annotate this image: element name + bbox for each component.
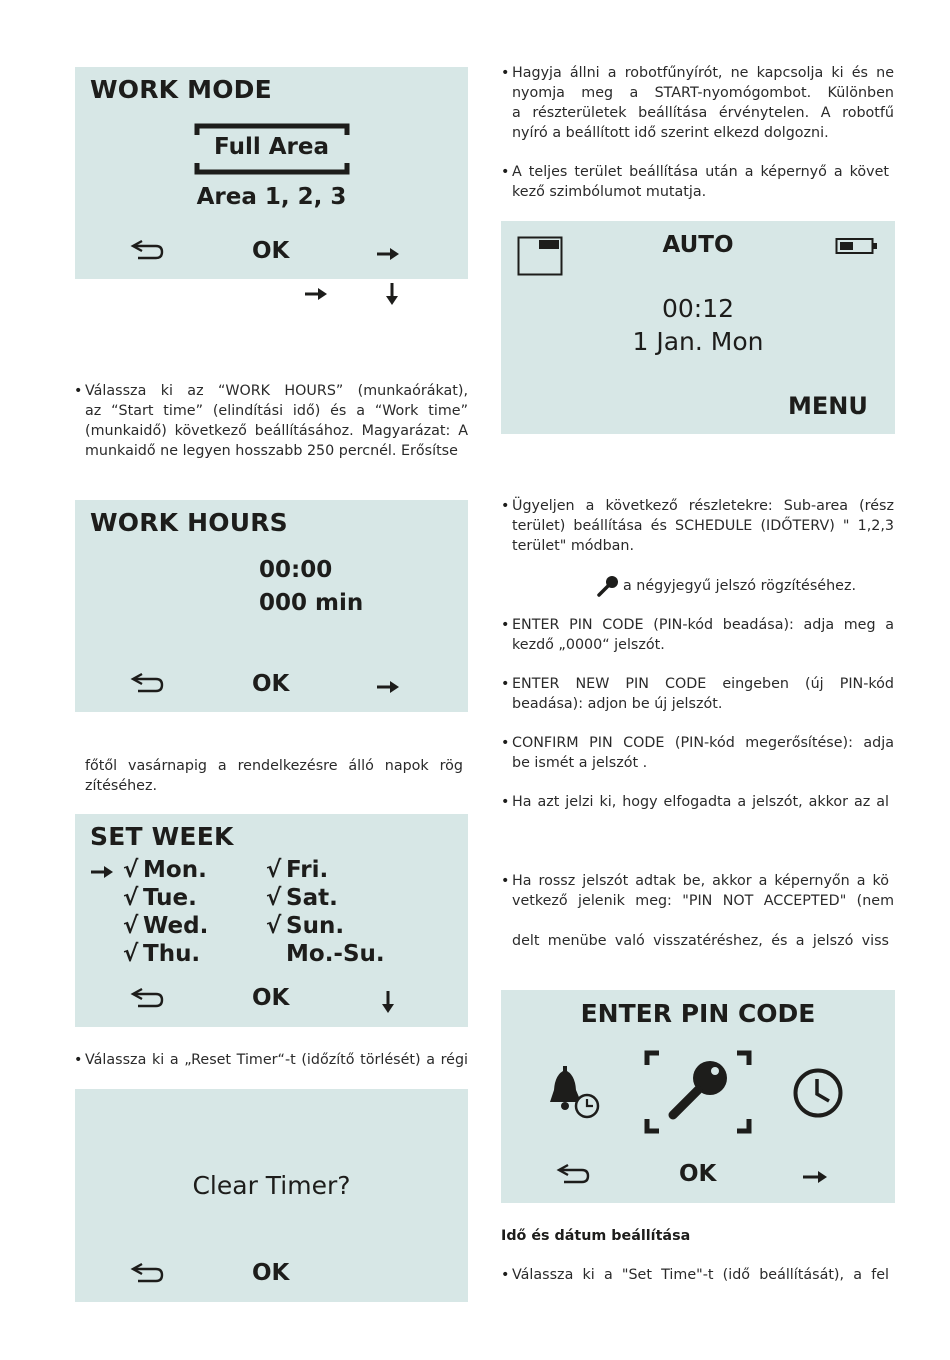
option-full-area[interactable]: Full Area (214, 134, 329, 160)
day-sat[interactable]: Sat. (286, 885, 338, 911)
day-wed[interactable]: Wed. (143, 913, 209, 939)
clear-timer-question: Clear Timer? (192, 1171, 351, 1200)
auto-screen-panel (501, 221, 895, 434)
clock-icon[interactable] (792, 1067, 844, 1119)
battery-icon (835, 236, 879, 256)
down-arrow-icon (385, 282, 399, 306)
work-mode-title: WORK MODE (90, 75, 272, 104)
back-arrow-icon[interactable] (130, 239, 166, 261)
ok-button[interactable]: OK (252, 671, 290, 697)
right-arrow-icon (304, 287, 328, 301)
bullet: • (501, 676, 510, 692)
check-icon: √ (266, 857, 282, 883)
work-mode-panel (75, 67, 468, 279)
set-week-title: SET WEEK (90, 822, 234, 851)
bullet: • (74, 383, 83, 399)
check-icon: √ (123, 913, 139, 939)
bullet: • (501, 617, 510, 633)
ok-button[interactable]: OK (679, 1161, 717, 1187)
check-icon: √ (266, 913, 282, 939)
bullet: • (501, 873, 510, 889)
day-fri[interactable]: Fri. (286, 857, 329, 883)
right-arrow-icon[interactable] (802, 1170, 828, 1184)
ok-button[interactable]: OK (252, 238, 290, 264)
bullet: • (74, 1052, 83, 1068)
bullet: • (501, 794, 510, 810)
instruction-work-hours: Válassza ki az “WORK HOURS” (munkaórákat), az “Start time” (elindítási idő) és a “Work time” (munkaidő) következő beállításához. Magyarázat: A munkaidő ne legyen hosszabb 250 percnél. Erősítse (85, 383, 468, 459)
instruction-set-time: Válassza ki a "Set Time"-t (idő beállítását), a fel (512, 1267, 889, 1283)
down-arrow-icon[interactable] (381, 990, 395, 1014)
work-duration-value[interactable]: 000 min (259, 590, 364, 616)
key-icon (597, 575, 619, 597)
work-hours-panel (75, 500, 468, 712)
right-arrow-icon (90, 865, 114, 879)
day-all[interactable]: Mo.-Su. (286, 941, 385, 967)
instruction-pin-accepted: Ha azt jelzi ki, hogy elfogadta a jelszót, akkor az al (512, 794, 889, 810)
bullet: • (501, 1267, 510, 1283)
instruction-after-full-area: A teljes terület beállítása után a képernyő a követ kező szimbólumot mutatja. (512, 164, 889, 200)
instruction-return-menu: delt menübe való visszatéréshez, és a jelszó viss (512, 933, 889, 949)
check-icon: √ (123, 857, 139, 883)
ok-button[interactable]: OK (252, 985, 290, 1011)
instruction-keep-mower: Hagyja állni a robotfűnyírót, ne kapcsolja ki és ne nyomja meg a START-nyomógombot. Különben a részterületek beállítása érvénytelen. A robotfű nyíró a beállított idő szerint elkezd dolgozni. (512, 65, 894, 141)
right-arrow-icon[interactable] (376, 680, 400, 694)
instruction-pin-not-accepted: Ha rossz jelszót adtak be, akkor a képernyőn a kö vetkező jelenik meg: "PIN NOT ACCEPTED" (nem (512, 873, 894, 909)
bullet: • (501, 65, 510, 81)
back-arrow-icon[interactable] (130, 672, 166, 694)
check-icon: √ (266, 885, 282, 911)
back-arrow-icon[interactable] (130, 1262, 166, 1284)
day-tue[interactable]: Tue. (143, 885, 197, 911)
check-icon: √ (123, 885, 139, 911)
bullet: • (501, 498, 510, 514)
ok-button[interactable]: OK (252, 1260, 290, 1286)
day-sun[interactable]: Sun. (286, 913, 345, 939)
start-time-value[interactable]: 00:00 (259, 557, 333, 583)
work-hours-title: WORK HOURS (90, 508, 288, 537)
instruction-key-line: a négyjegyű jelszó rögzítéséhez. (623, 578, 857, 594)
auto-title: AUTO (662, 232, 734, 258)
bullet: • (501, 735, 510, 751)
instruction-new-pin: ENTER NEW PIN CODE eingeben (új PIN-kód beadása): adjon be új jelszót. (512, 676, 894, 712)
bell-clock-icon[interactable] (545, 1066, 601, 1120)
option-area-123[interactable]: Area 1, 2, 3 (196, 184, 347, 210)
enter-pin-panel (501, 990, 895, 1203)
back-arrow-icon[interactable] (556, 1163, 592, 1185)
check-icon: √ (123, 941, 139, 967)
clear-timer-panel (75, 1089, 468, 1302)
back-arrow-icon[interactable] (130, 987, 166, 1009)
instruction-week: főtől vasárnapig a rendelkezésre álló napok rög zítéséhez. (85, 758, 463, 794)
instruction-reset-timer: Válassza ki a „Reset Timer“-t (időzítő törlését) a régi (85, 1052, 468, 1068)
right-arrow-icon[interactable] (376, 247, 400, 261)
instruction-enter-pin: ENTER PIN CODE (PIN-kód beadása): adja meg a kezdő „0000“ jelszót. (512, 617, 894, 653)
time-date-heading: Idő és dátum beállítása (501, 1228, 691, 1244)
auto-time: 00:12 (661, 294, 735, 323)
bullet: • (501, 164, 510, 180)
enter-pin-title: ENTER PIN CODE (580, 999, 816, 1028)
day-thu[interactable]: Thu. (143, 941, 201, 967)
instruction-confirm-pin: CONFIRM PIN CODE (PIN-kód megerősítése): adja be ismét a jelszót . (512, 735, 894, 771)
menu-button[interactable]: MENU (788, 392, 868, 420)
key-icon[interactable] (666, 1056, 732, 1122)
auto-date: 1 Jan. Mon (632, 327, 764, 356)
day-mon[interactable]: Mon. (143, 857, 207, 883)
instruction-sub-area: Ügyeljen a következő részletekre: Sub-area (rész terület) beállítása és SCHEDULE (IDŐTERV) " 1,2,3 terület" módban. (512, 498, 894, 554)
set-week-panel (75, 814, 468, 1027)
